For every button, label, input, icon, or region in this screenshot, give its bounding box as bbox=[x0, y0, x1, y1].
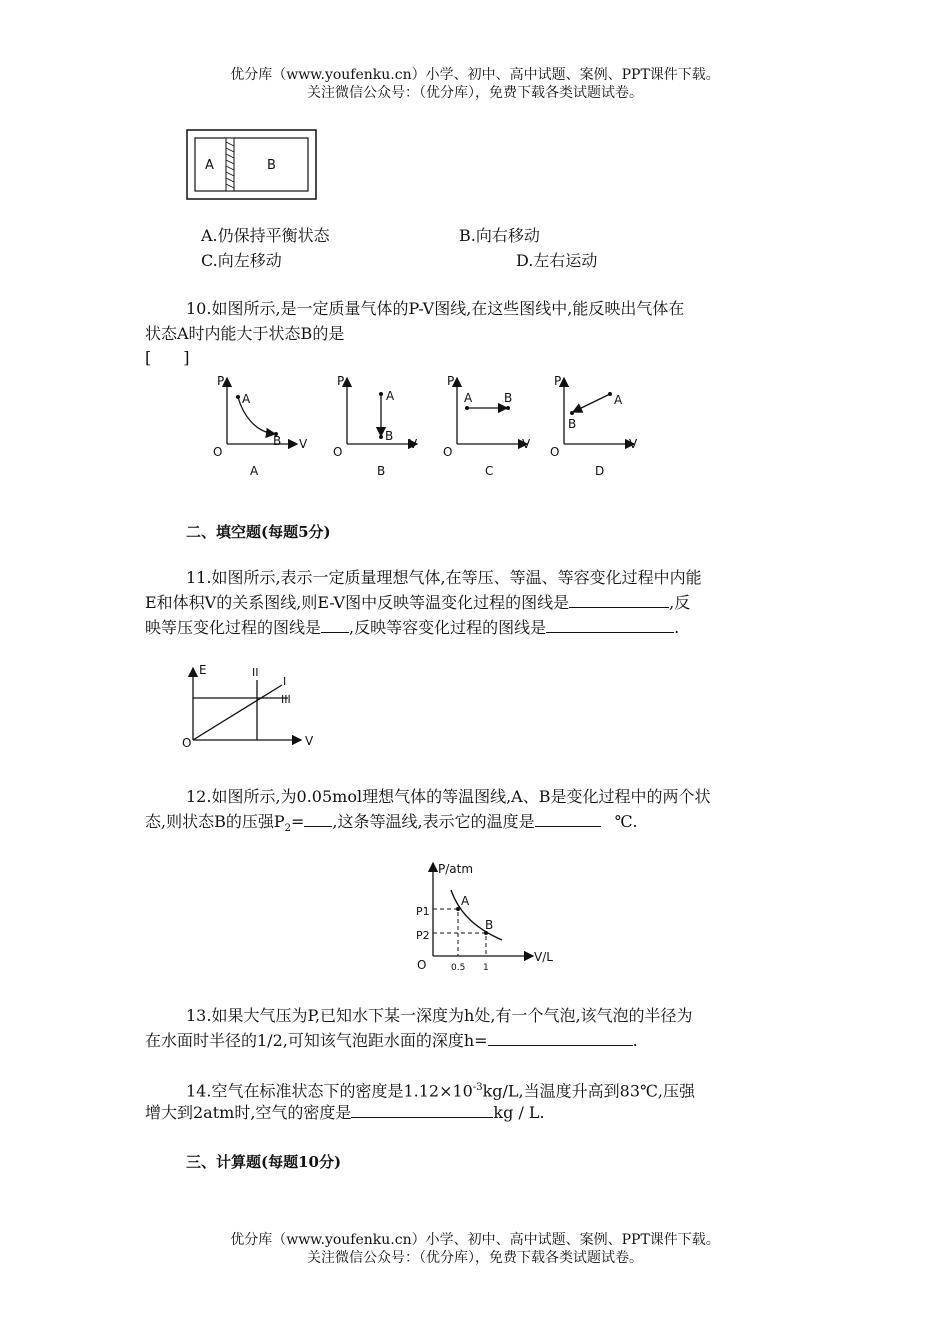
svg-text:B: B bbox=[568, 417, 577, 431]
svg-text:A: A bbox=[386, 389, 395, 403]
q14-text-line-2: 增大到2atm时,空气的密度是 kg / L. bbox=[145, 1103, 545, 1122]
svg-text:1: 1 bbox=[483, 963, 489, 973]
svg-text:V: V bbox=[305, 734, 314, 748]
q9-option-d: D.左右运动 bbox=[516, 251, 598, 270]
q9-option-a: A.仍保持平衡状态 bbox=[201, 226, 330, 245]
q12-isotherm-graph bbox=[410, 855, 570, 975]
svg-text:P: P bbox=[217, 374, 225, 388]
svg-text:V: V bbox=[522, 437, 531, 451]
q11-blank-isothermal[interactable] bbox=[569, 592, 669, 608]
footer-line-1: 优分库（www.youfenku.cn）小学、初中、高中试题、案例、PPT课件下载。 bbox=[230, 1232, 720, 1248]
graph-b-caption: B bbox=[377, 464, 386, 478]
page-footer bbox=[0, 1231, 950, 1267]
svg-text:E: E bbox=[199, 663, 207, 677]
svg-text:V: V bbox=[629, 437, 638, 451]
q14-text-line-1: 14.空气在标准状态下的密度是$1.12\times 10^{-3}kg/L$,当温度升高到83℃,压强 bbox=[186, 1081, 695, 1101]
graph-a bbox=[213, 374, 308, 478]
graph-c-caption: C bbox=[485, 464, 494, 478]
q12-blank-pressure[interactable] bbox=[304, 811, 332, 827]
svg-text:B: B bbox=[385, 429, 394, 443]
q9-option-b: B.向右移动 bbox=[459, 226, 540, 245]
svg-text:B: B bbox=[485, 918, 494, 932]
svg-text:O: O bbox=[182, 736, 192, 750]
svg-text:A: A bbox=[242, 392, 251, 406]
chamber-b-label: B bbox=[267, 158, 276, 173]
svg-text:O: O bbox=[213, 445, 223, 459]
svg-text:V: V bbox=[409, 437, 418, 451]
page-header bbox=[0, 66, 950, 102]
svg-text:P: P bbox=[337, 374, 345, 388]
q11-text-line-2: E和体积V的关系图线,则E-V图中反映等温变化过程的图线是 ,反 bbox=[145, 593, 691, 612]
q13-text-line-1: 13.如果大气压为P,已知水下某一深度为h处,有一个气泡,该气泡的半径为 bbox=[186, 1006, 693, 1025]
q11-text-line-1: 11.如图所示,表示一定质量理想气体,在等压、等温、等容变化过程中内能 bbox=[186, 568, 702, 587]
q10-text-line-2: 状态A时内能大于状态B的是 bbox=[145, 324, 345, 343]
graph-b bbox=[333, 374, 418, 478]
svg-text:A: A bbox=[464, 391, 473, 405]
q11-ev-graph bbox=[176, 660, 326, 755]
q11-blank-isochoric[interactable] bbox=[546, 617, 674, 633]
q14-blank-density[interactable] bbox=[351, 1102, 493, 1118]
graph-c bbox=[443, 374, 531, 478]
q11-text-line-3: 映等压变化过程的图线是 ,反映等容变化过程的图线是 . bbox=[145, 618, 680, 637]
header-line-2: 关注微信公众号：（优分库），免费下载各类试题试卷。 bbox=[307, 85, 643, 101]
svg-text:B: B bbox=[504, 391, 513, 405]
header-line-1: 优分库（www.youfenku.cn）小学、初中、高中试题、案例、PPT课件下载。 bbox=[230, 67, 720, 83]
svg-text:P: P bbox=[447, 374, 455, 388]
svg-text:A: A bbox=[614, 393, 623, 407]
svg-text:P/atm: P/atm bbox=[438, 862, 474, 876]
q12-text-line-1: 12.如图所示,为0.05mol理想气体的等温图线,A、B是变化过程中的两个状 bbox=[186, 787, 711, 806]
q13-text-line-2: 在水面时半径的1/2,可知该气泡距水面的深度h= . bbox=[145, 1031, 638, 1050]
svg-text:B: B bbox=[273, 434, 282, 448]
q10-answer-bracket: [ ] bbox=[145, 348, 190, 367]
section-2-title: 二、填空题(每题5分) bbox=[186, 523, 331, 541]
q10-text-line-1: 10.如图所示,是一定质量气体的P-V图线,在这些图线中,能反映出气体在 bbox=[186, 299, 685, 318]
chamber-a-label: A bbox=[205, 158, 214, 173]
q13-blank-depth[interactable] bbox=[488, 1030, 633, 1046]
svg-text:V: V bbox=[299, 437, 308, 451]
svg-text:P2: P2 bbox=[416, 929, 430, 942]
svg-text:A: A bbox=[461, 894, 470, 908]
svg-text:O: O bbox=[550, 445, 560, 459]
svg-text:O: O bbox=[417, 958, 427, 972]
piston-cylinder-figure bbox=[186, 129, 318, 201]
graph-d-caption: D bbox=[595, 464, 605, 478]
q12-text-line-2: 态,则状态B的压强$P_2=$ ,这条等温线,表示它的温度是 ℃. bbox=[145, 812, 638, 835]
q11-blank-isobaric[interactable] bbox=[321, 617, 349, 633]
graph-d bbox=[550, 374, 638, 478]
svg-text:V/L: V/L bbox=[534, 950, 553, 964]
svg-text:P: P bbox=[554, 374, 562, 388]
svg-text:P1: P1 bbox=[416, 905, 430, 918]
svg-text:O: O bbox=[443, 445, 453, 459]
footer-line-2: 关注微信公众号：（优分库），免费下载各类试题试卷。 bbox=[307, 1250, 643, 1266]
svg-text:0.5: 0.5 bbox=[451, 963, 466, 973]
graph-a-caption: A bbox=[250, 464, 259, 478]
section-3-title: 三、计算题(每题10分) bbox=[186, 1153, 342, 1171]
q10-pv-graphs bbox=[205, 370, 650, 482]
svg-text:II: II bbox=[252, 666, 259, 679]
line-i bbox=[193, 685, 282, 740]
svg-text:O: O bbox=[333, 445, 343, 459]
svg-text:I: I bbox=[283, 675, 287, 688]
svg-text:III: III bbox=[281, 693, 291, 706]
q9-option-c: C.向左移动 bbox=[201, 251, 282, 270]
q12-blank-temperature[interactable] bbox=[535, 811, 601, 827]
